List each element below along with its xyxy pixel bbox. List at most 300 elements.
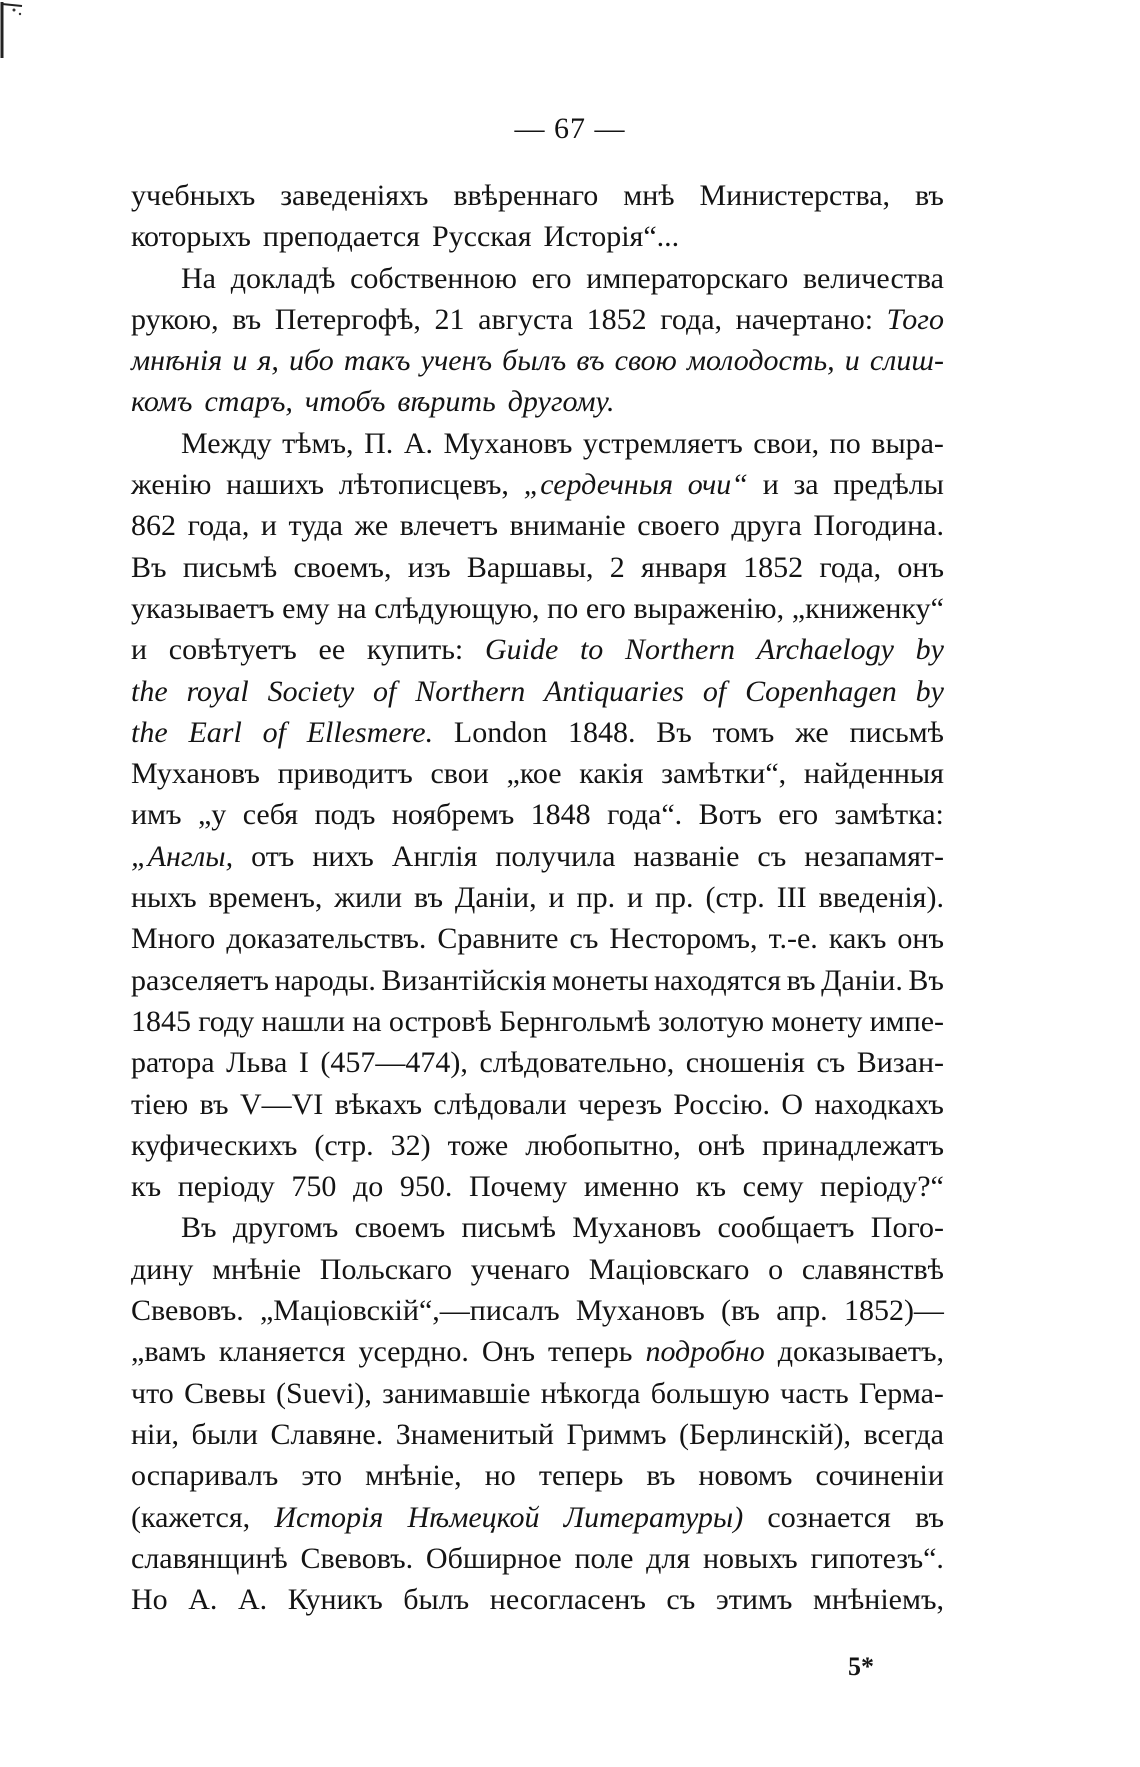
word: занимавшіе xyxy=(382,1376,531,1410)
word: рукою, xyxy=(131,302,219,336)
word: Society xyxy=(267,674,355,708)
word: лѣтописцевъ, xyxy=(338,468,509,502)
word: мнѣ xyxy=(623,179,675,212)
word: London xyxy=(453,715,548,749)
word: въ xyxy=(915,179,944,212)
word: Свевы xyxy=(184,1376,266,1410)
word: royal xyxy=(186,674,249,708)
word: и xyxy=(260,509,277,543)
word: III xyxy=(776,881,807,915)
word: вниманіе xyxy=(509,509,626,543)
text-line xyxy=(131,1125,944,1166)
word: ніи, xyxy=(131,1417,179,1451)
word: года“. xyxy=(607,798,683,832)
text-line xyxy=(131,216,944,257)
word: чтобъ xyxy=(304,385,386,419)
word: съ xyxy=(666,1583,696,1617)
word: островѣ xyxy=(388,1004,492,1038)
text-line xyxy=(131,299,944,340)
word: любопытно, xyxy=(525,1128,681,1162)
word: подробно xyxy=(645,1335,765,1369)
text-line xyxy=(131,877,944,918)
word: замѣтка: xyxy=(834,798,944,832)
word: of xyxy=(373,674,397,708)
word: 1852 xyxy=(586,302,647,336)
word: купить: xyxy=(366,633,464,667)
word: „книженку“ xyxy=(791,591,944,625)
word: введенія). xyxy=(818,881,944,915)
word: для xyxy=(646,1541,691,1575)
word: года, xyxy=(819,550,882,584)
word: усердно. xyxy=(358,1335,469,1369)
word: очи“ xyxy=(687,468,748,502)
word: января xyxy=(641,550,727,584)
word: выраженію, xyxy=(633,591,785,625)
text-line xyxy=(131,258,944,299)
word: Сравните xyxy=(437,922,559,956)
word: мнѣніе, xyxy=(365,1459,462,1493)
text-line xyxy=(131,588,944,629)
word: съ xyxy=(569,922,599,956)
word: это xyxy=(301,1459,342,1493)
word: новыхъ xyxy=(702,1541,798,1575)
word: по xyxy=(829,426,861,460)
word: ныхъ xyxy=(131,881,197,915)
word: Пого- xyxy=(870,1211,944,1245)
word: оспаривалъ xyxy=(131,1459,279,1493)
word: Вотъ xyxy=(698,798,762,832)
word: Нѣмецкой xyxy=(407,1500,540,1534)
text-line xyxy=(131,505,944,546)
text-line xyxy=(131,1166,944,1207)
word: своемъ xyxy=(354,1211,446,1245)
word: импе- xyxy=(869,1004,944,1038)
word: „Маціовскій“,—писалъ xyxy=(259,1294,560,1328)
word: теперь xyxy=(538,1459,624,1493)
word: пр. xyxy=(655,881,694,915)
word: of xyxy=(262,715,286,749)
text-line xyxy=(131,175,944,216)
word: доказательствъ. xyxy=(226,922,427,956)
word: совѣтуетъ xyxy=(168,633,297,667)
word: мнѣніе xyxy=(212,1252,302,1286)
word: (кажется, xyxy=(131,1500,251,1534)
word: П. xyxy=(364,426,394,460)
word: что xyxy=(131,1376,174,1410)
word: Copenhagen xyxy=(745,674,897,708)
word: тіею xyxy=(131,1087,189,1121)
word: 750 xyxy=(291,1170,337,1204)
word: Герма- xyxy=(858,1376,944,1410)
word: женію xyxy=(131,468,212,502)
text-line xyxy=(131,836,944,877)
word: to xyxy=(579,633,604,667)
word: но xyxy=(484,1459,516,1493)
text-line xyxy=(131,1538,944,1579)
word: въ xyxy=(414,881,443,915)
word: находкахъ xyxy=(814,1087,944,1121)
word: слиш- xyxy=(869,344,944,378)
text-line xyxy=(131,1249,944,1290)
word: дину xyxy=(131,1252,194,1286)
word: предѣлы xyxy=(833,468,944,502)
word: Въ xyxy=(656,715,692,749)
word: старъ, xyxy=(204,385,293,419)
word: нашихъ xyxy=(226,468,325,502)
word: гипотезъ“. xyxy=(810,1541,944,1575)
word: новомъ xyxy=(698,1459,793,1493)
word: Antiquaries xyxy=(544,674,685,708)
word: другомъ xyxy=(232,1211,339,1245)
word: преподается xyxy=(262,220,420,254)
word: слѣдовали xyxy=(433,1087,567,1121)
word: by xyxy=(915,633,944,667)
word: періоду xyxy=(177,1170,275,1204)
word: 2 xyxy=(609,550,625,584)
word: себя xyxy=(242,798,299,832)
word: 1848 xyxy=(530,798,591,832)
word: the xyxy=(131,674,168,708)
word: именно xyxy=(583,1170,680,1204)
word: славянщинѣ xyxy=(131,1541,288,1575)
text-line xyxy=(131,671,944,712)
text-line xyxy=(131,794,944,835)
word: 32) xyxy=(390,1128,431,1162)
word: влечетъ xyxy=(399,509,499,543)
word: Визан- xyxy=(856,1046,944,1080)
word: выра- xyxy=(871,426,944,460)
word: куфическихъ xyxy=(131,1128,298,1162)
word: начертано: xyxy=(735,302,874,336)
word: Бернгольмѣ xyxy=(499,1004,651,1038)
word: которыхъ xyxy=(131,220,251,254)
word: его xyxy=(585,591,626,625)
word: „вамъ xyxy=(131,1335,206,1369)
word: періоду?“ xyxy=(820,1170,944,1204)
word: незапамят- xyxy=(804,839,944,873)
word: Обширное xyxy=(425,1541,562,1575)
word: къ xyxy=(131,1170,162,1204)
word: ввѣреннаго xyxy=(453,179,599,212)
word: 1852)— xyxy=(843,1294,944,1328)
word: за xyxy=(793,468,819,502)
word: Въ xyxy=(908,963,944,997)
word: былъ xyxy=(403,1583,470,1617)
word: Guide xyxy=(484,633,559,667)
word: приводитъ xyxy=(277,757,413,791)
text-line xyxy=(131,547,944,588)
text-line xyxy=(131,753,944,794)
word: монету xyxy=(771,1004,863,1038)
word: разселяетъ xyxy=(131,963,269,997)
word: временъ, xyxy=(208,881,323,915)
word: Мухановъ xyxy=(572,1211,702,1245)
word: и xyxy=(762,468,779,502)
word: нихъ xyxy=(312,839,374,873)
word: въ xyxy=(646,1459,676,1493)
word: А. xyxy=(238,1583,268,1617)
word: къ xyxy=(695,1170,726,1204)
word: т.-е. xyxy=(768,922,818,956)
word: I xyxy=(298,1046,309,1080)
text-line xyxy=(131,629,944,670)
word: of xyxy=(702,674,727,708)
word: the xyxy=(131,715,168,749)
word: устремляетъ xyxy=(582,426,743,460)
word: монеты xyxy=(551,963,649,997)
text-line xyxy=(131,464,944,505)
word: былъ xyxy=(502,344,567,378)
word: въ xyxy=(786,963,816,997)
word: 950. xyxy=(399,1170,453,1204)
word: ибо xyxy=(289,344,334,378)
word: теперь xyxy=(548,1335,633,1369)
word: сношенія xyxy=(685,1046,805,1080)
word: Русская xyxy=(431,220,532,254)
word: онъ xyxy=(897,922,944,956)
word: большую xyxy=(650,1376,770,1410)
word: и xyxy=(232,344,248,378)
word: ученъ xyxy=(420,344,493,378)
word: письмѣ xyxy=(182,550,278,584)
word: золотую xyxy=(658,1004,765,1038)
word: by xyxy=(915,674,944,708)
word: Мухановъ xyxy=(131,757,260,791)
word: въ xyxy=(915,1500,944,1534)
word: ему xyxy=(282,591,330,625)
word: Но xyxy=(131,1583,168,1617)
word: года, xyxy=(187,509,250,543)
word: сему xyxy=(742,1170,804,1204)
word: Много xyxy=(131,922,216,956)
text-line xyxy=(131,712,944,753)
word: На xyxy=(181,261,216,295)
word: на xyxy=(352,1004,382,1038)
word: году xyxy=(198,1004,255,1038)
word: своемъ, xyxy=(293,550,392,584)
word: О xyxy=(781,1087,804,1121)
word: подъ xyxy=(314,798,376,832)
word: и xyxy=(844,344,860,378)
text-line xyxy=(131,1497,944,1538)
word: поле xyxy=(574,1541,634,1575)
word: найденныя xyxy=(803,757,944,791)
word: же xyxy=(354,509,389,543)
word: Россію. xyxy=(673,1087,770,1121)
word: указываетъ xyxy=(131,591,275,625)
word: Куникъ xyxy=(287,1583,383,1617)
word: народы. xyxy=(274,963,376,997)
word: Погодина. xyxy=(813,509,944,543)
word: тоже xyxy=(447,1128,509,1162)
word: свои xyxy=(430,757,489,791)
word: Исторія xyxy=(274,1500,384,1534)
word: тѣмъ, xyxy=(282,426,354,460)
word: Несторомъ, xyxy=(609,922,758,956)
word: я, xyxy=(257,344,279,378)
word: сознается xyxy=(767,1500,891,1534)
word: отъ xyxy=(251,839,295,873)
signature-mark: 5* xyxy=(848,1652,874,1681)
word: нашли xyxy=(261,1004,345,1038)
word: Славяне. xyxy=(270,1417,384,1451)
word: принадлежатъ xyxy=(762,1128,944,1162)
word: въ xyxy=(199,1087,229,1121)
word: Литературы) xyxy=(563,1500,744,1534)
word: жили xyxy=(334,881,403,915)
word: 1845 xyxy=(131,1004,191,1038)
text-line xyxy=(131,1331,944,1372)
word: „сердечныя xyxy=(523,468,674,502)
word: Знаменитый xyxy=(395,1417,554,1451)
word: его xyxy=(531,261,572,295)
text-line xyxy=(131,1001,944,1042)
word: кланяется xyxy=(218,1335,346,1369)
word: сообщаетъ xyxy=(717,1211,855,1245)
word: письмѣ xyxy=(461,1211,556,1245)
word: Почему xyxy=(468,1170,568,1204)
word: Даніи, xyxy=(454,881,537,915)
word: и xyxy=(627,881,644,915)
word: письмѣ xyxy=(849,715,944,749)
word: Маціовскаго xyxy=(588,1252,750,1286)
scan-edge-mark xyxy=(0,0,26,60)
word: мнѣніемъ, xyxy=(812,1583,944,1617)
word: вѣрить xyxy=(397,385,496,419)
word: до xyxy=(352,1170,384,1204)
word: (стр. xyxy=(705,881,765,915)
word: величества xyxy=(802,261,944,295)
text-line xyxy=(131,423,944,464)
word: А. xyxy=(188,1583,218,1617)
text-line xyxy=(131,1207,944,1248)
word: Свевовъ. xyxy=(300,1541,414,1575)
word: Въ xyxy=(131,550,167,584)
word: Министерства, xyxy=(699,179,891,212)
word: 1852 xyxy=(743,550,804,584)
text-line xyxy=(131,1290,944,1331)
text-line xyxy=(131,1042,944,1083)
word: такъ xyxy=(343,344,411,378)
word: другому. xyxy=(507,385,615,419)
text-line xyxy=(131,381,944,422)
text-line xyxy=(131,1414,944,1455)
word: А. xyxy=(403,426,433,460)
text-line xyxy=(131,1084,944,1125)
word: названіе xyxy=(633,839,740,873)
word: Византійскія xyxy=(381,963,547,997)
word: года, xyxy=(660,302,723,336)
word: учебныхъ xyxy=(131,179,256,212)
word: ноябремъ xyxy=(391,798,515,832)
word: Archaelogy xyxy=(756,633,894,667)
text-line xyxy=(131,1579,944,1620)
word: доказываетъ, xyxy=(777,1335,944,1369)
body-text xyxy=(131,175,944,1620)
word: съ xyxy=(757,839,787,873)
word: Петергофѣ, xyxy=(274,302,421,336)
word: томъ xyxy=(712,715,775,749)
word: Льва xyxy=(226,1046,288,1080)
word: V—VI xyxy=(239,1087,324,1121)
word: Мухановъ xyxy=(443,426,573,460)
word: 862 xyxy=(131,509,176,543)
word: Ellesmere. xyxy=(306,715,434,749)
word: Northern xyxy=(415,674,526,708)
word: сочинeніи xyxy=(815,1459,944,1493)
text-line xyxy=(131,960,944,1001)
text-line xyxy=(131,340,944,381)
word: пр. xyxy=(576,881,616,915)
page-number: — 67 — xyxy=(514,112,626,145)
word: свою xyxy=(614,344,677,378)
word: и xyxy=(131,633,148,667)
word: заведеніяхъ xyxy=(280,179,429,212)
word: молодость, xyxy=(686,344,835,378)
word: имъ xyxy=(131,798,182,832)
word: ее xyxy=(318,633,346,667)
word: въ xyxy=(232,302,262,336)
word: несогласенъ xyxy=(489,1583,646,1617)
word: были xyxy=(191,1417,258,1451)
word: августа xyxy=(478,302,574,336)
word: Мухановъ xyxy=(575,1294,705,1328)
word: собственною xyxy=(350,261,517,295)
word: 1848. xyxy=(568,715,636,749)
word: императорскаго xyxy=(586,261,789,295)
word: Между xyxy=(181,426,272,460)
word: Онъ xyxy=(481,1335,536,1369)
word: получила xyxy=(495,839,616,873)
text-line xyxy=(131,918,944,959)
word: находятся xyxy=(654,963,782,997)
word: (457—474), xyxy=(320,1046,468,1080)
word: изъ xyxy=(407,550,451,584)
word: Польскаго xyxy=(319,1252,453,1286)
word: ратора xyxy=(131,1046,215,1080)
word: онъ xyxy=(897,550,944,584)
word: своего xyxy=(637,509,720,543)
word: Earl xyxy=(188,715,242,749)
word: и xyxy=(548,881,565,915)
word: туда xyxy=(288,509,343,543)
word: (въ xyxy=(721,1294,760,1328)
word: „кое xyxy=(506,757,562,791)
word: „Англы, xyxy=(131,839,234,873)
word: Northern xyxy=(625,633,736,667)
word: Свевовъ. xyxy=(131,1294,244,1328)
word: нѣкогда xyxy=(540,1376,641,1410)
text-line xyxy=(131,1455,944,1496)
word: о xyxy=(768,1252,784,1286)
word: апр. xyxy=(776,1294,828,1328)
word: его xyxy=(778,798,819,832)
word: какія xyxy=(579,757,644,791)
word: (стр. xyxy=(314,1128,374,1162)
word: 21 xyxy=(434,302,465,336)
text-line xyxy=(131,1373,944,1414)
word: (Suevi), xyxy=(276,1376,372,1410)
word: часть xyxy=(780,1376,849,1410)
word: Варшавы, xyxy=(466,550,594,584)
word: по xyxy=(547,591,579,625)
word: слѣдовательно, xyxy=(479,1046,675,1080)
word: слѣдующую, xyxy=(374,591,540,625)
word: же xyxy=(795,715,829,749)
word: докладѣ xyxy=(230,261,336,295)
word: вѣкахъ xyxy=(334,1087,422,1121)
word: Того xyxy=(886,302,944,336)
